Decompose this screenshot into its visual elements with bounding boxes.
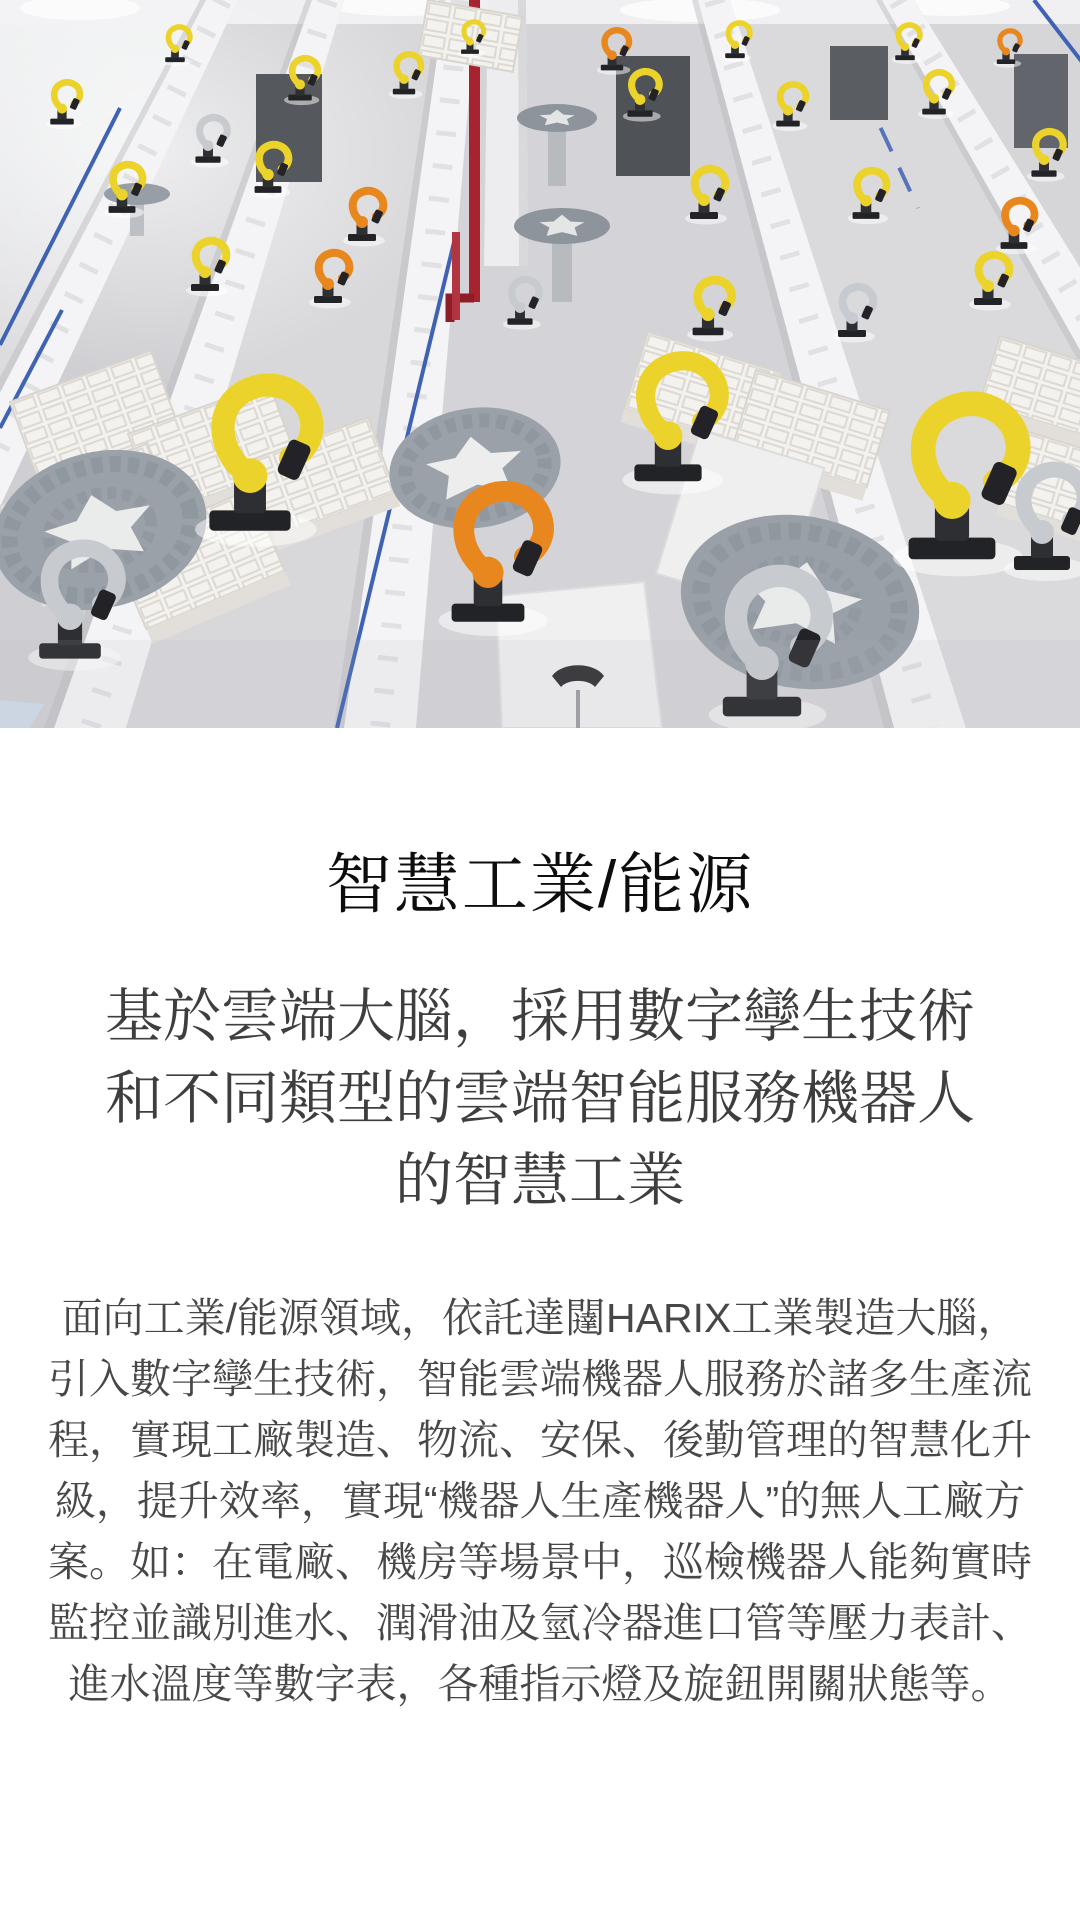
hero-factory-image <box>0 0 1080 728</box>
section-description: 面向工業/能源領域，依託達闥HARIX工業製造大腦，引入數字孿生技術，智能雲端機器人服務於諸多生產流程，實現工廠製造、物流、安保、後勤管理的智慧化升級，提升效率，實現“機器人生產機器人”的無人工廠方案。如：在電廠、機房等場景中，巡檢機器人能夠實時監控並識別進水、潤滑油及氫冷器進口管等壓力表計、進水溫度等數字表，各種指示燈及旋鈕開關狀態等。 <box>48 1295 1032 1707</box>
factory-scene-illustration <box>0 0 1080 728</box>
section-title: 智慧工業/能源 <box>325 847 755 921</box>
section-subtitle: 基於雲端大腦，採用數字孿生技術和不同類型的雲端智能服務機器人的智慧工業 <box>104 984 975 1213</box>
section-smart-industry <box>0 846 1080 1715</box>
